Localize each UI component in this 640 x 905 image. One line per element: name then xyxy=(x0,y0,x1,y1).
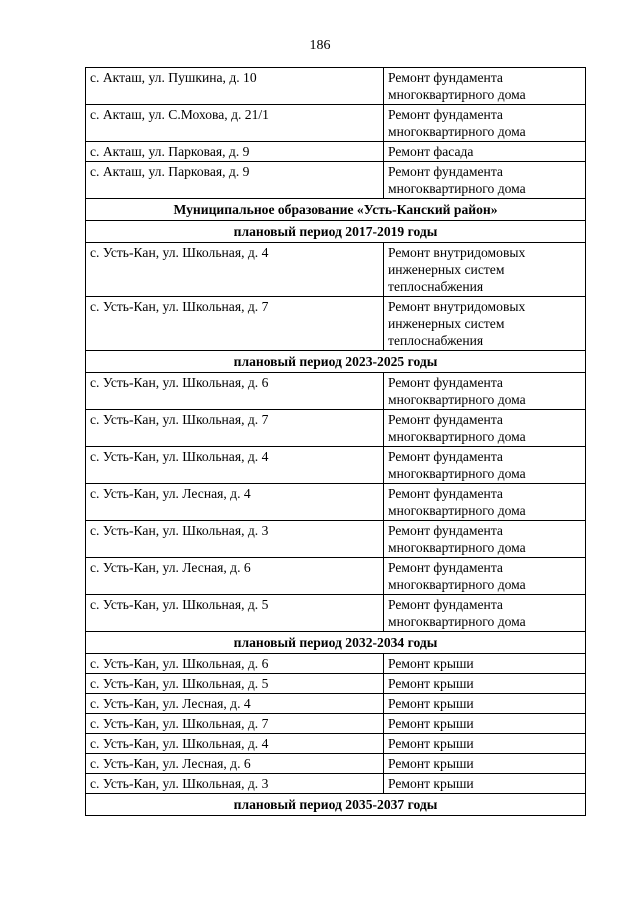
work-type-cell: Ремонт фундамента многоквартирного дома xyxy=(384,68,586,105)
address-cell: с. Усть-Кан, ул. Школьная, д. 5 xyxy=(86,674,384,694)
table-row xyxy=(86,754,586,774)
work-type-cell: Ремонт фундамента многоквартирного дома xyxy=(384,558,586,595)
work-type-cell: Ремонт фундамента многоквартирного дома xyxy=(384,410,586,447)
address-cell: с. Усть-Кан, ул. Школьная, д. 4 xyxy=(86,734,384,754)
section-header: плановый период 2023-2025 годы xyxy=(86,351,586,373)
table-row xyxy=(86,774,586,794)
table-row xyxy=(86,484,586,521)
work-type-cell: Ремонт внутридомовых инженерных систем теплоснабжения xyxy=(384,243,586,297)
work-type-cell: Ремонт фундамента многоквартирного дома xyxy=(384,105,586,142)
address-cell: с. Усть-Кан, ул. Школьная, д. 4 xyxy=(86,447,384,484)
section-header-row xyxy=(86,221,586,243)
table-row xyxy=(86,297,586,351)
work-type-cell: Ремонт фундамента многоквартирного дома xyxy=(384,373,586,410)
work-type-cell: Ремонт крыши xyxy=(384,654,586,674)
section-header-row xyxy=(86,632,586,654)
table-row xyxy=(86,447,586,484)
address-cell: с. Усть-Кан, ул. Школьная, д. 4 xyxy=(86,243,384,297)
work-type-cell: Ремонт крыши xyxy=(384,674,586,694)
section-header-row xyxy=(86,794,586,816)
table-row xyxy=(86,373,586,410)
address-cell: с. Усть-Кан, ул. Школьная, д. 7 xyxy=(86,714,384,734)
table-row xyxy=(86,68,586,105)
address-cell: с. Усть-Кан, ул. Школьная, д. 3 xyxy=(86,521,384,558)
work-type-cell: Ремонт крыши xyxy=(384,714,586,734)
work-type-cell: Ремонт внутридомовых инженерных систем теплоснабжения xyxy=(384,297,586,351)
work-type-cell: Ремонт крыши xyxy=(384,734,586,754)
table-row xyxy=(86,674,586,694)
work-type-cell: Ремонт фундамента многоквартирного дома xyxy=(384,595,586,632)
repair-schedule-table xyxy=(85,67,586,816)
section-header-row xyxy=(86,351,586,373)
section-header-row xyxy=(86,199,586,221)
work-type-cell: Ремонт крыши xyxy=(384,774,586,794)
table-row xyxy=(86,243,586,297)
address-cell: с. Усть-Кан, ул. Школьная, д. 7 xyxy=(86,410,384,447)
table-row xyxy=(86,595,586,632)
address-cell: с. Усть-Кан, ул. Школьная, д. 5 xyxy=(86,595,384,632)
address-cell: с. Акташ, ул. С.Мохова, д. 21/1 xyxy=(86,105,384,142)
work-type-cell: Ремонт фундамента многоквартирного дома xyxy=(384,447,586,484)
page-number: 186 xyxy=(309,38,331,53)
table-row xyxy=(86,521,586,558)
address-cell: с. Акташ, ул. Парковая, д. 9 xyxy=(86,162,384,199)
table-row xyxy=(86,714,586,734)
work-type-cell: Ремонт фундамента многоквартирного дома xyxy=(384,521,586,558)
table-body xyxy=(86,68,586,816)
address-cell: с. Усть-Кан, ул. Лесная, д. 6 xyxy=(86,754,384,774)
table-row xyxy=(86,105,586,142)
section-header: плановый период 2017-2019 годы xyxy=(86,221,586,243)
section-header: плановый период 2035-2037 годы xyxy=(86,794,586,816)
work-type-cell: Ремонт фасада xyxy=(384,142,586,162)
section-header: Муниципальное образование «Усть-Канский район» xyxy=(86,199,586,221)
address-cell: с. Усть-Кан, ул. Школьная, д. 7 xyxy=(86,297,384,351)
work-type-cell: Ремонт фундамента многоквартирного дома xyxy=(384,162,586,199)
address-cell: с. Усть-Кан, ул. Лесная, д. 4 xyxy=(86,694,384,714)
address-cell: с. Усть-Кан, ул. Лесная, д. 4 xyxy=(86,484,384,521)
table-row xyxy=(86,654,586,674)
table-row xyxy=(86,558,586,595)
work-type-cell: Ремонт фундамента многоквартирного дома xyxy=(384,484,586,521)
address-cell: с. Акташ, ул. Парковая, д. 9 xyxy=(86,142,384,162)
address-cell: с. Акташ, ул. Пушкина, д. 10 xyxy=(86,68,384,105)
address-cell: с. Усть-Кан, ул. Школьная, д. 6 xyxy=(86,373,384,410)
table-row xyxy=(86,734,586,754)
table-row xyxy=(86,142,586,162)
section-header: плановый период 2032-2034 годы xyxy=(86,632,586,654)
address-cell: с. Усть-Кан, ул. Лесная, д. 6 xyxy=(86,558,384,595)
work-type-cell: Ремонт крыши xyxy=(384,754,586,774)
table-row xyxy=(86,162,586,199)
table-row xyxy=(86,694,586,714)
table-row xyxy=(86,410,586,447)
address-cell: с. Усть-Кан, ул. Школьная, д. 3 xyxy=(86,774,384,794)
work-type-cell: Ремонт крыши xyxy=(384,694,586,714)
address-cell: с. Усть-Кан, ул. Школьная, д. 6 xyxy=(86,654,384,674)
